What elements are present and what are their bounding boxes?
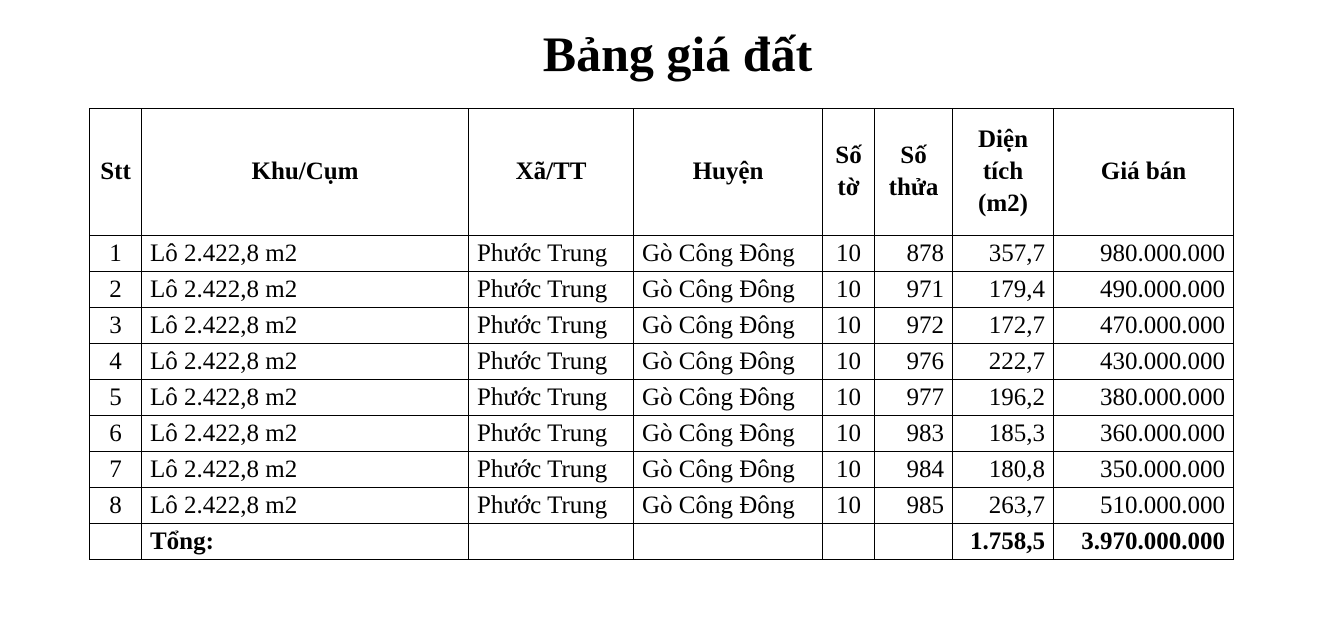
cell-huyen: Gò Công Đông (634, 272, 823, 308)
header-so-to: Số tờ (823, 109, 875, 236)
cell-gia-ban: 980.000.000 (1054, 236, 1234, 272)
table-header-row (90, 109, 1234, 236)
cell-so-thua: 971 (875, 272, 953, 308)
cell-dien-tich: 222,7 (953, 344, 1054, 380)
cell-dien-tich: 180,8 (953, 452, 1054, 488)
cell-xa-tt: Phước Trung (469, 380, 634, 416)
cell-gia-ban: 490.000.000 (1054, 272, 1234, 308)
cell-huyen: Gò Công Đông (634, 308, 823, 344)
header-huyen: Huyện (634, 109, 823, 236)
cell-stt: 6 (90, 416, 142, 452)
cell-khu-cum: Lô 2.422,8 m2 (142, 488, 469, 524)
cell-stt: 3 (90, 308, 142, 344)
cell-xa-tt: Phước Trung (469, 344, 634, 380)
total-xa-cell (469, 524, 634, 560)
cell-so-to: 10 (823, 416, 875, 452)
cell-so-thua: 977 (875, 380, 953, 416)
header-dien-tich: Diện tích (m2) (953, 109, 1054, 236)
cell-huyen: Gò Công Đông (634, 344, 823, 380)
cell-so-to: 10 (823, 344, 875, 380)
cell-stt: 5 (90, 380, 142, 416)
total-stt-cell (90, 524, 142, 560)
cell-stt: 8 (90, 488, 142, 524)
table-row (90, 236, 1234, 272)
cell-gia-ban: 470.000.000 (1054, 308, 1234, 344)
cell-dien-tich: 185,3 (953, 416, 1054, 452)
page-title: Bảng giá đất (542, 26, 813, 82)
cell-huyen: Gò Công Đông (634, 380, 823, 416)
cell-khu-cum: Lô 2.422,8 m2 (142, 308, 469, 344)
cell-khu-cum: Lô 2.422,8 m2 (142, 272, 469, 308)
cell-xa-tt: Phước Trung (469, 236, 634, 272)
total-label: Tổng: (142, 524, 469, 560)
cell-so-thua: 984 (875, 452, 953, 488)
total-dien-tich: 1.758,5 (953, 524, 1054, 560)
cell-xa-tt: Phước Trung (469, 272, 634, 308)
cell-khu-cum: Lô 2.422,8 m2 (142, 236, 469, 272)
cell-huyen: Gò Công Đông (634, 452, 823, 488)
table-body (90, 236, 1234, 524)
header-xa-tt: Xã/TT (469, 109, 634, 236)
total-gia-ban: 3.970.000.000 (1054, 524, 1234, 560)
cell-khu-cum: Lô 2.422,8 m2 (142, 344, 469, 380)
header-gia-ban: Giá bán (1054, 109, 1234, 236)
cell-dien-tich: 196,2 (953, 380, 1054, 416)
cell-xa-tt: Phước Trung (469, 488, 634, 524)
cell-stt: 1 (90, 236, 142, 272)
cell-so-to: 10 (823, 452, 875, 488)
cell-dien-tich: 357,7 (953, 236, 1054, 272)
cell-stt: 2 (90, 272, 142, 308)
cell-so-thua: 983 (875, 416, 953, 452)
cell-khu-cum: Lô 2.422,8 m2 (142, 452, 469, 488)
cell-so-to: 10 (823, 488, 875, 524)
cell-gia-ban: 430.000.000 (1054, 344, 1234, 380)
table-row (90, 272, 1234, 308)
cell-so-to: 10 (823, 380, 875, 416)
cell-khu-cum: Lô 2.422,8 m2 (142, 380, 469, 416)
total-row (90, 524, 1234, 560)
header-khu-cum: Khu/Cụm (142, 109, 469, 236)
cell-so-thua: 972 (875, 308, 953, 344)
cell-stt: 4 (90, 344, 142, 380)
cell-gia-ban: 380.000.000 (1054, 380, 1234, 416)
cell-xa-tt: Phước Trung (469, 452, 634, 488)
table-row (90, 488, 1234, 524)
cell-dien-tich: 172,7 (953, 308, 1054, 344)
cell-so-to: 10 (823, 272, 875, 308)
cell-stt: 7 (90, 452, 142, 488)
cell-so-to: 10 (823, 236, 875, 272)
cell-dien-tich: 263,7 (953, 488, 1054, 524)
cell-gia-ban: 350.000.000 (1054, 452, 1234, 488)
total-so-thua-cell (875, 524, 953, 560)
cell-so-thua: 985 (875, 488, 953, 524)
table-row (90, 416, 1234, 452)
cell-gia-ban: 360.000.000 (1054, 416, 1234, 452)
cell-dien-tich: 179,4 (953, 272, 1054, 308)
total-so-to-cell (823, 524, 875, 560)
table-row (90, 344, 1234, 380)
cell-huyen: Gò Công Đông (634, 488, 823, 524)
total-huyen-cell (634, 524, 823, 560)
land-price-table (89, 108, 1234, 560)
cell-so-thua: 976 (875, 344, 953, 380)
cell-xa-tt: Phước Trung (469, 416, 634, 452)
cell-huyen: Gò Công Đông (634, 236, 823, 272)
cell-gia-ban: 510.000.000 (1054, 488, 1234, 524)
cell-huyen: Gò Công Đông (634, 416, 823, 452)
header-so-thua: Số thửa (875, 109, 953, 236)
cell-khu-cum: Lô 2.422,8 m2 (142, 416, 469, 452)
table-row (90, 308, 1234, 344)
cell-so-thua: 878 (875, 236, 953, 272)
cell-so-to: 10 (823, 308, 875, 344)
cell-xa-tt: Phước Trung (469, 308, 634, 344)
table-row (90, 380, 1234, 416)
table-row (90, 452, 1234, 488)
header-stt: Stt (90, 109, 142, 236)
